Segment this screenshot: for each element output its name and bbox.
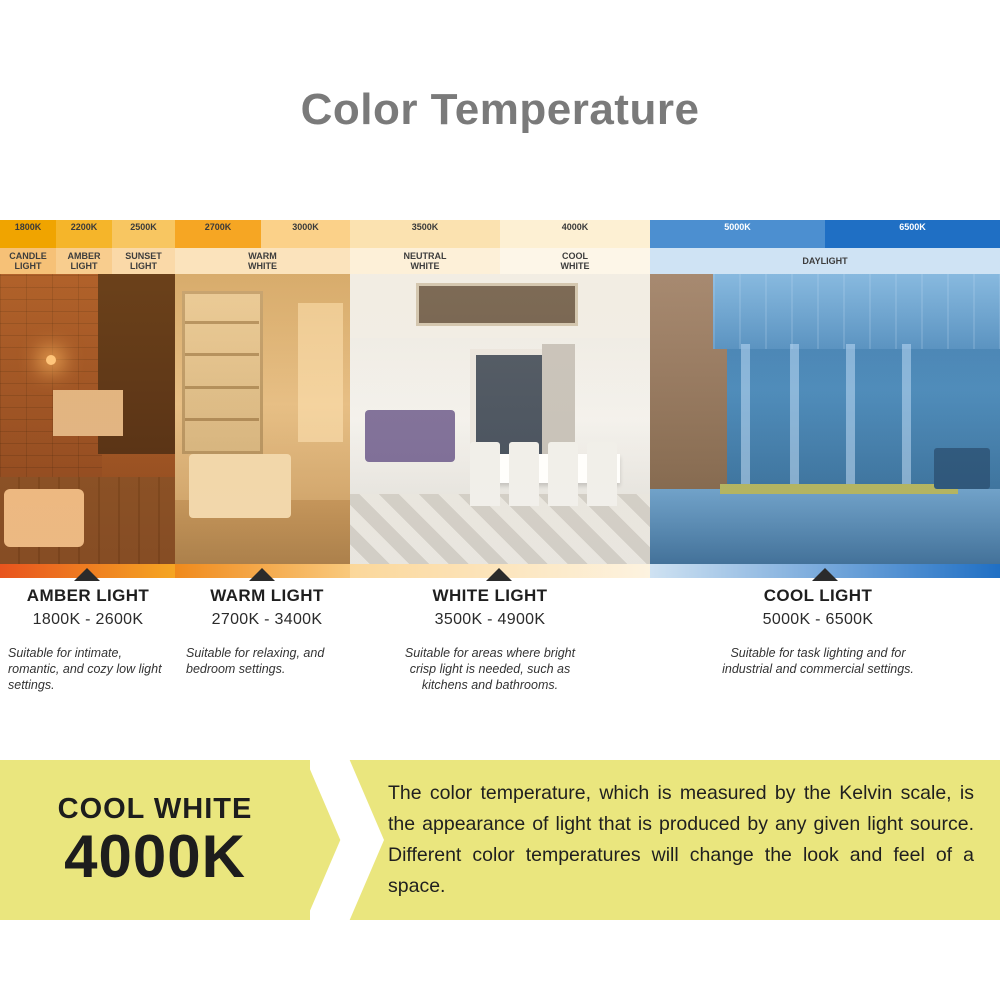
scale-segment-label: 3000K — [292, 222, 319, 232]
scale-segment — [650, 220, 825, 248]
caption-title: AMBER LIGHT — [26, 586, 150, 605]
caption-white — [390, 586, 590, 693]
light-name-line1: NEUTRAL — [403, 251, 447, 261]
caption-description: Suitable for relaxing, and bedroom settings. — [186, 646, 325, 676]
scale-segment-label: 4000K — [561, 222, 589, 232]
light-name-line2: LIGHT — [14, 261, 42, 271]
light-name — [650, 248, 1000, 274]
caption-description: Suitable for task lighting and for industrial and commercial settings. — [722, 646, 914, 676]
light-name — [0, 248, 56, 274]
caption-kelvin: 3500K - 4900K — [434, 611, 546, 628]
light-name-line1: AMBER — [67, 251, 101, 261]
chevron-right-icon — [310, 760, 388, 920]
pointer-arrow-amber — [74, 568, 100, 581]
light-name-line2: WHITE — [248, 261, 277, 271]
light-name — [56, 248, 112, 274]
scale-segment-label: 6500K — [899, 222, 926, 232]
pointer-arrow-warm — [249, 568, 275, 581]
light-name-line2: WHITE — [560, 261, 590, 271]
light-name — [350, 248, 500, 274]
summary-banner — [0, 760, 1000, 920]
scene-photo-amber — [0, 274, 175, 564]
light-name — [112, 248, 175, 274]
caption-kelvin: 2700K - 3400K — [211, 611, 323, 628]
light-name-line1: WARM — [248, 251, 277, 261]
light-name-line1: CANDLE — [9, 251, 47, 261]
caption-warm — [186, 586, 348, 677]
banner-body-wrap — [388, 760, 1000, 920]
caption-title: COOL LIGHT — [763, 586, 873, 605]
light-name — [175, 248, 350, 274]
light-name-line2: LIGHT — [70, 261, 98, 271]
banner-highlight — [0, 760, 310, 920]
scale-segment-label: 2700K — [204, 222, 232, 232]
scale-segment — [0, 220, 56, 248]
light-name-line1: DAYLIGHT — [802, 256, 848, 266]
light-name-line1: COOL — [562, 251, 588, 261]
caption-amber — [8, 586, 168, 693]
kelvin-scale-strip — [0, 220, 1000, 248]
scale-segment — [825, 220, 1000, 248]
caption-kelvin: 5000K - 6500K — [762, 611, 874, 628]
scene-photo-row — [0, 274, 1000, 564]
light-name-strip — [0, 248, 1000, 274]
caption-description: Suitable for areas where bright crisp light is needed, such as kitchens and bathrooms. — [404, 646, 576, 692]
pointer-arrow-white — [486, 568, 512, 581]
scale-segment-label: 1800K — [14, 222, 42, 232]
scale-segment-label: 2500K — [130, 222, 157, 232]
caption-row — [0, 586, 1000, 726]
caption-kelvin: 1800K - 2600K — [32, 611, 144, 628]
caption-description: Suitable for intimate, romantic, and cozy low light settings. — [8, 646, 162, 692]
page-title: Color Temperature — [300, 85, 700, 134]
banner-label: COOL WHITE — [57, 792, 253, 825]
scale-segment — [175, 220, 261, 248]
scale-segment — [350, 220, 500, 248]
scale-segment-label: 3500K — [411, 222, 439, 232]
caption-title: WHITE LIGHT — [432, 586, 548, 605]
pointer-arrow-cool — [812, 568, 838, 581]
light-name-line2: WHITE — [410, 261, 440, 271]
scene-photo-warm — [175, 274, 350, 564]
scale-segment — [56, 220, 112, 248]
light-name — [500, 248, 650, 274]
scale-segment — [112, 220, 175, 248]
scene-photo-cool — [650, 274, 1000, 564]
caption-title: WARM LIGHT — [210, 586, 324, 605]
light-name-line2: LIGHT — [130, 261, 157, 271]
scene-photo-white — [350, 274, 650, 564]
light-name-line1: SUNSET — [125, 251, 162, 261]
banner-body: The color temperature, which is measured by the Kelvin scale, is the appearance of light that is produced by any given light source. Different color temperatures will change the look and feel of a space. — [388, 782, 974, 897]
scale-segment — [500, 220, 650, 248]
scale-segment-label: 2200K — [70, 222, 98, 232]
caption-cool — [718, 586, 918, 677]
scale-segment-label: 5000K — [724, 222, 751, 232]
banner-kelvin: 4000K — [64, 822, 246, 890]
scale-segment — [261, 220, 350, 248]
